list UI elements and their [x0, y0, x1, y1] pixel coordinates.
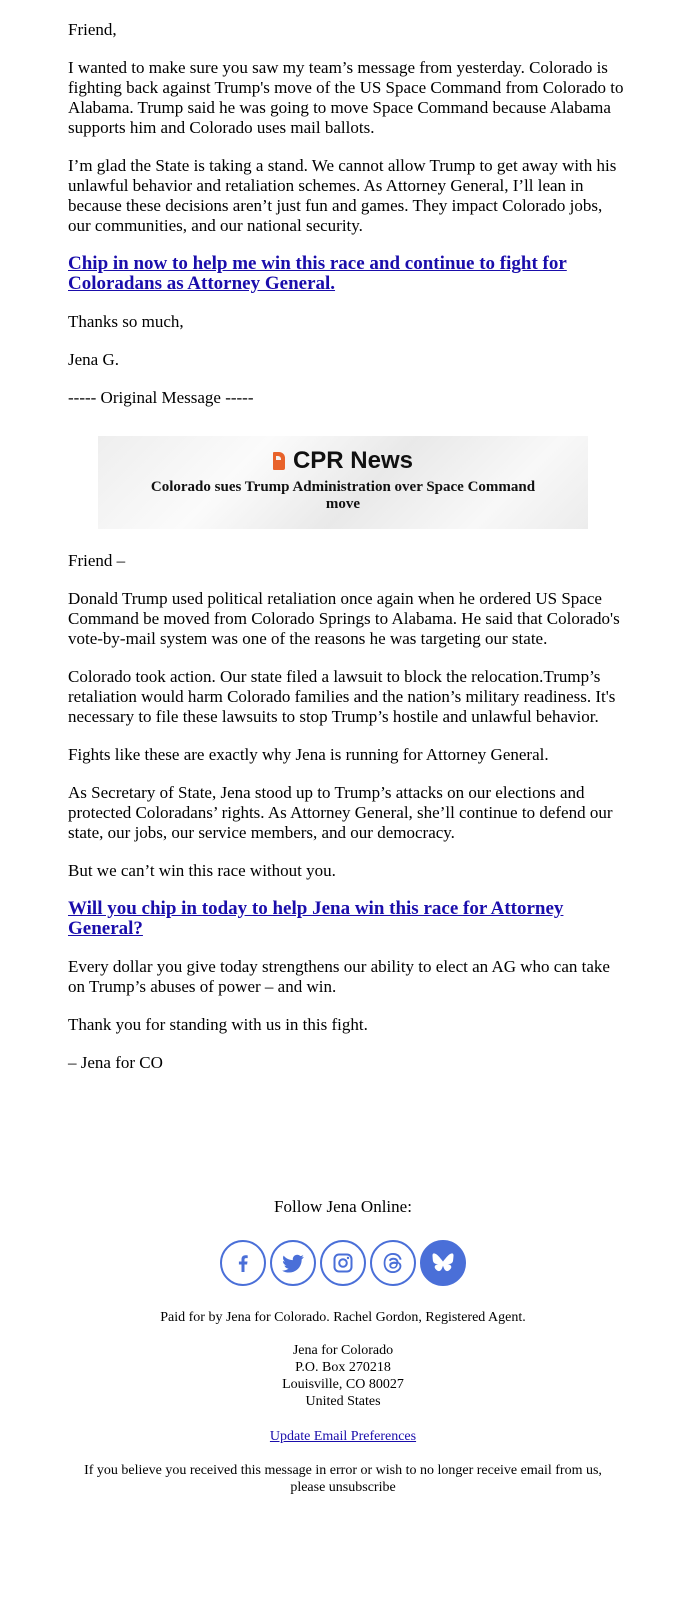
twitter-icon[interactable]	[270, 1240, 316, 1286]
paragraph-9: Thank you for standing with us in this fight.	[68, 1015, 368, 1034]
signature-2: – Jena for CO	[68, 1053, 163, 1072]
email-body	[68, 20, 624, 1073]
follow-heading: Follow Jena Online:	[274, 1197, 412, 1216]
donate-link-1[interactable]: Chip in now to help me win this race and continue to fight for Coloradans as Attorney General.	[68, 253, 567, 294]
cpr-logo-icon	[273, 452, 285, 470]
news-headline: Colorado sues Trump Administration over Space Command move	[150, 479, 536, 512]
paragraph-2: I’m glad the State is taking a stand. We cannot allow Trump to get away with his unlawful behavior and retaliation schemes. As Attorney General, I’ll lean in because these decisions aren’t just fun and games. They impact Colorado jobs, our communities, and our national security.	[68, 156, 617, 235]
preferences	[0, 1428, 686, 1445]
paragraph-8: Every dollar you give today strengthens our ability to elect an AG who can take on Trump’s abuses of power – and win.	[68, 957, 610, 996]
paragraph-1: I wanted to make sure you saw my team’s message from yesterday. Colorado is fighting back against Trump's move of the US Space Command from Colorado to Alabama. Trump said he was going to move Space Command because Alabama supports him and Colorado uses mail ballots.	[68, 58, 624, 137]
social-links	[0, 1240, 686, 1286]
thanks-line: Thanks so much,	[68, 312, 184, 331]
greeting-2: Friend –	[68, 551, 126, 570]
paragraph-3: Donald Trump used political retaliation once again when he ordered US Space Command be moved from Colorado Springs to Alabama. He said that Colorado's vote-by-mail system was one of the reasons he was targeting our state.	[68, 589, 620, 648]
paragraph-7: But we can’t win this race without you.	[68, 861, 336, 880]
instagram-icon[interactable]	[320, 1240, 366, 1286]
news-banner-image	[98, 436, 588, 529]
paid-for-disclaimer: Paid for by Jena for Colorado. Rachel Gordon, Registered Agent.	[160, 1310, 526, 1325]
signature: Jena G.	[68, 350, 119, 369]
news-brand-label: CPR News	[292, 447, 414, 474]
news-brand	[98, 448, 588, 474]
original-message-divider: ----- Original Message -----	[68, 388, 254, 407]
paragraph-6: As Secretary of State, Jena stood up to Trump’s attacks on our elections and protected Coloradans’ rights. As Attorney General, she’ll continue to defend our state, our jobs, our service members, and our democracy.	[68, 783, 613, 842]
paragraph-4: Colorado took action. Our state filed a lawsuit to block the relocation.Trump’s retaliation would harm Colorado families and the nation’s military readiness. It's necessary to file these lawsuits to stop Trump’s hostile and unlawful behavior.	[68, 667, 616, 726]
update-preferences-link[interactable]: Update Email Preferences	[269, 1429, 417, 1444]
bluesky-icon[interactable]	[420, 1240, 466, 1286]
mailing-address	[0, 1342, 686, 1410]
facebook-icon[interactable]	[220, 1240, 266, 1286]
paragraph-5: Fights like these are exactly why Jena is running for Attorney General.	[68, 745, 549, 764]
address-country: United States	[305, 1394, 381, 1409]
address-box: P.O. Box 270218	[295, 1360, 391, 1375]
donate-link-2[interactable]: Will you chip in today to help Jena win this race for Attorney General?	[68, 898, 564, 939]
greeting: Friend,	[68, 20, 117, 39]
unsubscribe-text[interactable]: If you believe you received this message in error or wish to no longer receive email from us, please unsubscribe	[84, 1463, 602, 1495]
address-name: Jena for Colorado	[292, 1343, 394, 1358]
threads-icon[interactable]	[370, 1240, 416, 1286]
address-city: Louisville, CO 80027	[282, 1377, 404, 1392]
